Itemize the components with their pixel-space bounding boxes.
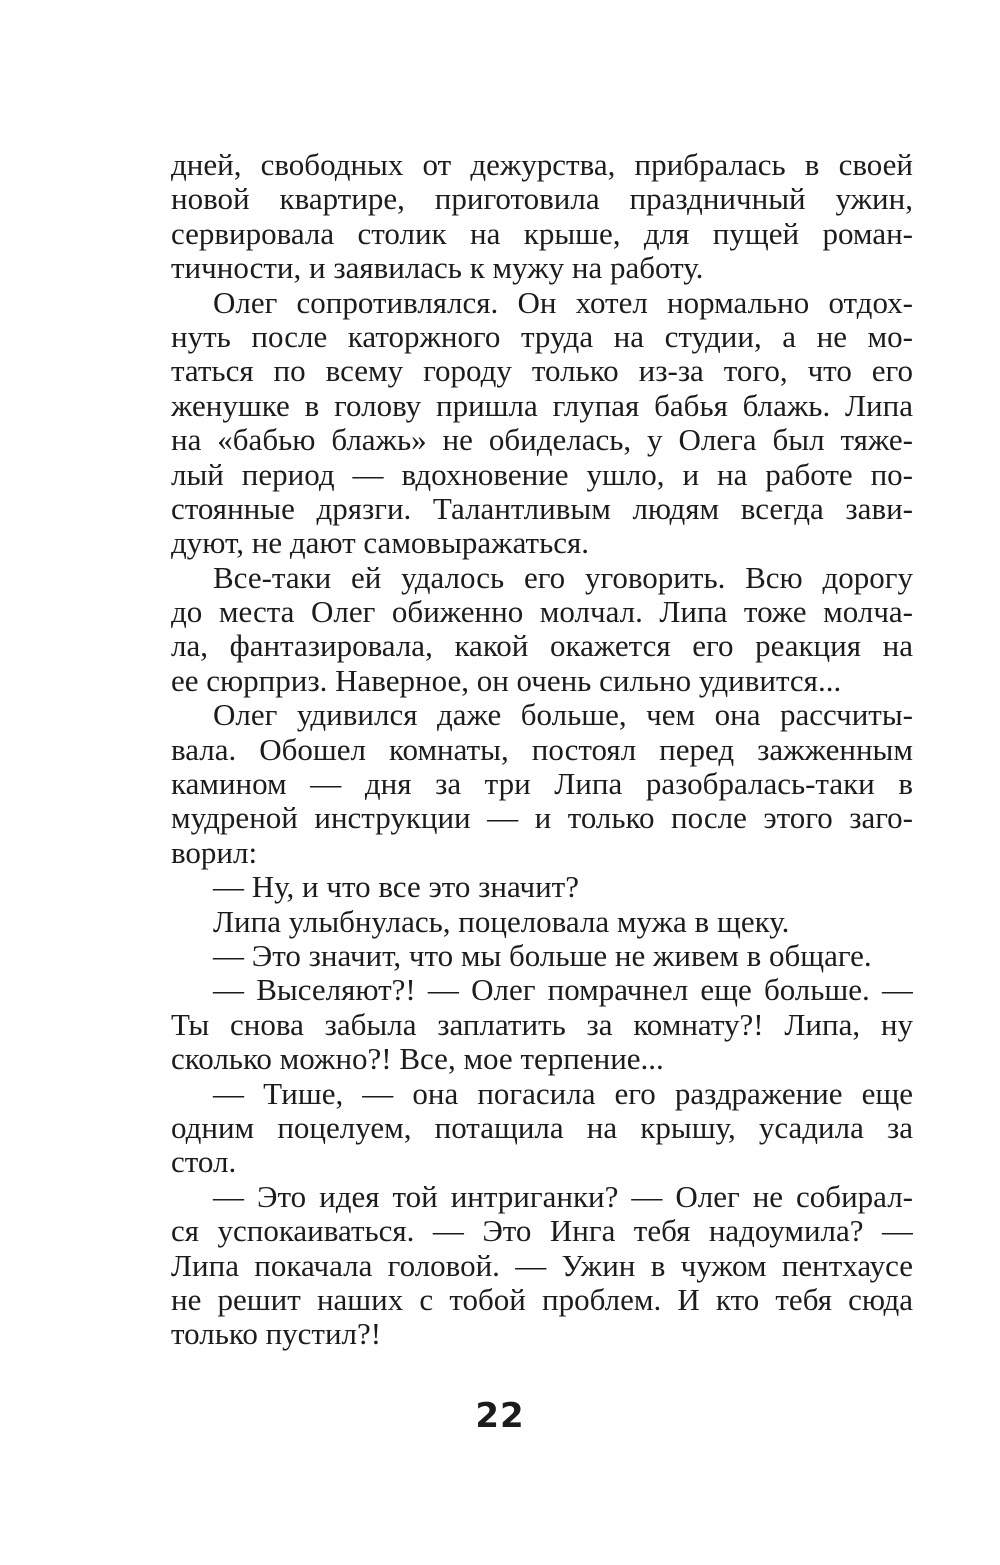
text-line: мудреной инструкции — и только после этого заго- bbox=[171, 801, 913, 836]
text-line: Олег удивился даже больше, чем она рассчиты- bbox=[213, 698, 913, 733]
text-line: Липа покачала головой. — Ужин в чужом пентхаусе bbox=[171, 1248, 913, 1283]
text-line: не решит наших с тобой проблем. И кто тебя сюда bbox=[171, 1282, 913, 1317]
page-number: 22 bbox=[475, 1396, 525, 1436]
text-line: ся успокаиваться. — Это Инга тебя надоумила? — bbox=[171, 1214, 913, 1249]
text-line: Ты снова забыла заплатить за комнату?! Липа, ну bbox=[171, 1007, 913, 1042]
text-line: Липа улыбнулась, поцеловала мужа в щеку. bbox=[213, 904, 790, 939]
text-line: женушке в голову пришла глупая бабья блажь. Липа bbox=[171, 388, 913, 423]
text-line: вала. Обошел комнаты, постоял перед зажженным bbox=[171, 732, 913, 767]
text-line: Олег сопротивлялся. Он хотел нормально отдох- bbox=[213, 285, 913, 320]
text-line: тичности, и заявилась к мужу на работу. bbox=[171, 251, 704, 286]
text-line: одним поцелуем, потащила на крышу, усадила за bbox=[171, 1110, 913, 1145]
text-line: дуют, не дают самовыражаться. bbox=[171, 526, 589, 561]
text-line: — Это значит, что мы больше не живем в общаге. bbox=[213, 938, 872, 973]
text-line: ла, фантазировала, какой окажется его реакция на bbox=[171, 629, 913, 664]
text-line: сервировала столик на крыше, для пущей роман- bbox=[171, 216, 913, 251]
text-line: стоянные дрязги. Талантливым людям всегда зави- bbox=[171, 491, 913, 526]
text-line: дней, свободных от дежурства, прибралась в своей bbox=[171, 148, 913, 182]
text-line: — Ну, и что все это значит? bbox=[213, 870, 579, 905]
text-line: до места Олег обиженно молчал. Липа тоже молча- bbox=[171, 595, 913, 630]
text-line: стол. bbox=[171, 1145, 237, 1180]
text-line: ворил: bbox=[171, 835, 258, 870]
text-line: нуть после каторжного труда на студии, а не мо- bbox=[171, 319, 913, 354]
text-line: — Это идея той интриганки? — Олег не собирал- bbox=[213, 1179, 913, 1214]
text-line: только пустил?! bbox=[171, 1317, 382, 1352]
text-line: ее сюрприз. Наверное, он очень сильно удивится... bbox=[171, 663, 842, 698]
text-line: Все-таки ей удалось его уговорить. Всю дорогу bbox=[213, 560, 913, 595]
text-line: — Выселяют?! — Олег помрачнел еще больше. — bbox=[213, 973, 913, 1008]
body-text bbox=[171, 148, 913, 1352]
text-line: новой квартире, приготовила праздничный ужин, bbox=[171, 182, 913, 217]
text-line: таться по всему городу только из-за того, что его bbox=[171, 354, 913, 389]
text-line: лый период — вдохновение ушло, и на работе по- bbox=[171, 457, 913, 492]
text-line: — Тише, — она погасила его раздражение еще bbox=[213, 1076, 913, 1111]
text-line: на «бабью блажь» не обиделась, у Олега был тяже- bbox=[171, 423, 913, 458]
text-line: сколько можно?! Все, мое терпение... bbox=[171, 1042, 664, 1077]
text-line: камином — дня за три Липа разобралась-таки в bbox=[171, 767, 913, 802]
